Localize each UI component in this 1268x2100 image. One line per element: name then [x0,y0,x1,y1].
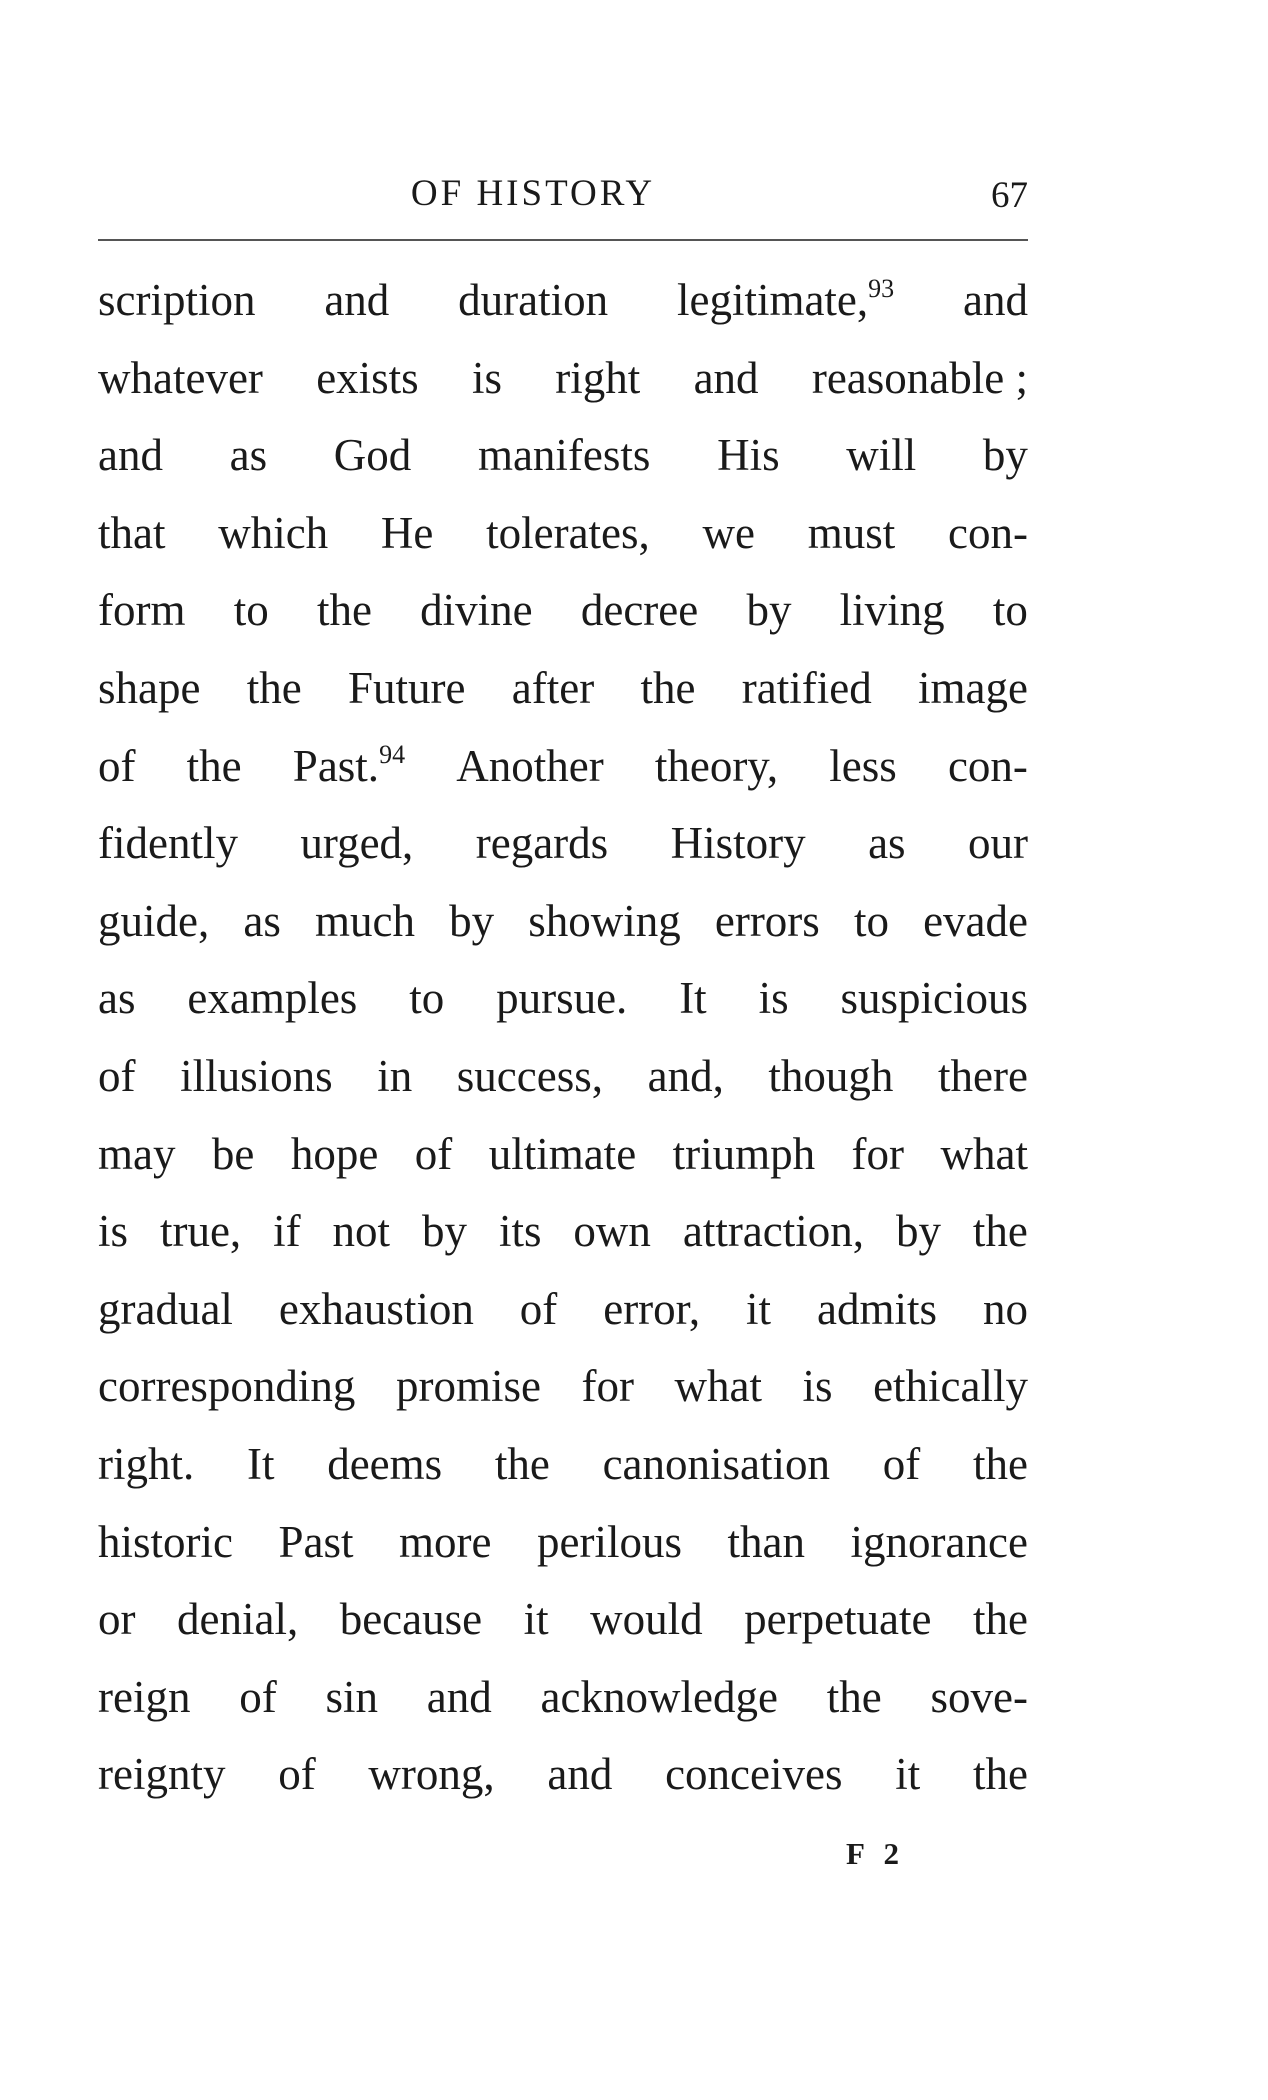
running-title: OF HISTORY [410,173,656,214]
word: divine [420,585,533,636]
word: and [963,275,1028,325]
word: the [640,662,696,713]
word: to [853,895,889,946]
word: must [807,507,896,558]
word: the [246,662,302,713]
text-line [98,1271,1028,1349]
word: fidently [98,818,238,869]
word: tolerates, [486,507,650,558]
word: image [917,662,1028,713]
word: the [316,585,372,636]
body-text [98,262,1028,1814]
word: scription [98,275,256,325]
word: ethically [873,1361,1028,1412]
text-line [98,1193,1028,1271]
word: the [972,1438,1028,1489]
word: true, [159,1206,242,1257]
word: ratified [741,662,872,713]
word: Past [278,1516,354,1567]
text-line [98,960,1028,1038]
page-number: 67 [991,175,1028,216]
word: God [333,430,412,481]
word: promise [395,1361,541,1412]
word: sin [325,1671,379,1722]
word: right [555,352,641,403]
word: the [826,1671,882,1722]
word: and, [647,1050,724,1101]
word: because [339,1594,483,1645]
text-line [98,728,1028,806]
word: attraction, [682,1206,865,1257]
word: it [523,1594,549,1645]
word: of [98,740,136,791]
text-line [98,262,1028,340]
word: form [98,585,186,636]
word: theory, [654,740,779,791]
word: the [972,1206,1028,1257]
word: that [98,507,166,558]
word: and [426,1671,492,1722]
word: pursue. [496,973,628,1024]
footnote-mark: 93 [868,274,895,303]
footnote-mark: 94 [379,739,406,769]
word: and [547,1749,613,1800]
word: would [590,1594,703,1645]
word: as [243,895,281,946]
word: error, [603,1283,701,1334]
word: will [846,430,917,481]
word: may [98,1128,176,1179]
word: which [218,507,329,558]
word: as [98,973,136,1024]
text-line [98,1116,1028,1194]
word: Future [348,662,466,713]
text-line [98,1736,1028,1814]
word: the [494,1438,550,1489]
word: perpetuate [744,1594,932,1645]
word: wrong, [368,1749,495,1800]
word: by [449,895,495,946]
word: the [973,1594,1028,1645]
word: perilous [537,1516,682,1567]
header-rule [98,239,1028,241]
word: exists [316,352,419,403]
word: own [573,1206,651,1257]
text-line [98,883,1028,961]
word: History [670,818,806,869]
word: of [519,1283,558,1334]
word: less [829,740,897,791]
word: is [802,1361,833,1412]
word: evade [923,895,1028,946]
word: Another [456,740,604,791]
word: regards [475,818,609,869]
word: as [868,818,906,869]
word: by [746,585,792,636]
word: no [982,1283,1028,1334]
word: He [380,507,434,558]
word: or [98,1594,136,1645]
word: con- [947,507,1028,558]
word: duration [458,275,609,325]
word: sove- [930,1671,1028,1722]
word: is [471,352,502,403]
word: its [498,1206,542,1257]
text-line [98,1426,1028,1504]
word: canonisation [602,1438,831,1489]
text-line [98,1581,1028,1659]
word: denial, [177,1594,299,1645]
word: right. [98,1438,195,1489]
word: reignty [98,1749,226,1800]
word: deems [327,1438,443,1489]
text-line [98,572,1028,650]
word: guide, [98,895,210,946]
word: showing [528,895,681,946]
text-line [98,340,1028,418]
word: it [895,1749,921,1800]
word: reign [98,1671,191,1722]
word: exhaustion [278,1283,474,1334]
word: conceives [665,1749,843,1800]
word: our [968,818,1028,869]
text-line [98,417,1028,495]
word: corresponding [98,1361,356,1412]
word: we [702,507,755,558]
word: what [940,1128,1028,1179]
word: whatever [98,352,263,403]
word: what [674,1361,762,1412]
text-line [98,495,1028,573]
word: in [377,1050,413,1101]
word: shape [98,662,201,713]
word: ultimate [488,1128,637,1179]
word: manifests [477,430,651,481]
word: reasonable ; [811,352,1028,403]
word: to [409,973,445,1024]
word: after [511,662,595,713]
word: for [851,1128,905,1179]
word: by [422,1206,467,1257]
word: suspicious [840,973,1028,1024]
word: ignorance [850,1516,1028,1567]
word: as [229,430,268,481]
word: con- [947,740,1028,791]
word: though [768,1050,894,1101]
word: illusions [180,1050,333,1101]
word: historic [98,1516,233,1567]
word: examples [187,973,358,1024]
word: success, [456,1050,604,1101]
word: and [98,430,163,481]
word: It [246,1438,275,1489]
word: acknowledge [540,1671,778,1722]
word: admits [817,1283,937,1334]
word: not [332,1206,391,1257]
text-line [98,1348,1028,1426]
running-head [98,172,1028,224]
word: It [679,973,707,1024]
word: urged, [300,818,414,869]
word: living [839,585,945,636]
word: of [882,1438,921,1489]
word: triumph [672,1128,816,1179]
word: legitimate,$^{93}$ [676,274,895,325]
word: decree [580,585,699,636]
word: be [211,1128,255,1179]
word: than [727,1516,805,1567]
word: to [233,585,269,636]
word: of [239,1671,277,1722]
signature-mark: F 2 [846,1836,906,1871]
word: and [324,275,390,325]
word: and [693,352,759,403]
word: to [992,585,1028,636]
word: hope [290,1128,379,1179]
word: is [98,1206,129,1257]
word: for [581,1361,634,1412]
word: there [938,1050,1028,1101]
word: the [186,740,242,791]
word: gradual [98,1283,233,1334]
word: by [895,1206,941,1257]
word: by [982,430,1028,481]
word: it [746,1283,772,1334]
word: Past.$^{94}$ [292,739,406,791]
text-line [98,1504,1028,1582]
word: the [972,1749,1028,1800]
text-line [98,1038,1028,1116]
text-line [98,1659,1028,1737]
word: is [758,973,789,1024]
word: of [98,1050,136,1101]
word: if [273,1206,301,1257]
text-line [98,650,1028,728]
word: of [414,1128,453,1179]
text-line [98,805,1028,883]
word: much [314,895,415,946]
word: His [717,430,780,481]
word: of [278,1749,316,1800]
word: errors [714,895,820,946]
word: more [399,1516,492,1567]
